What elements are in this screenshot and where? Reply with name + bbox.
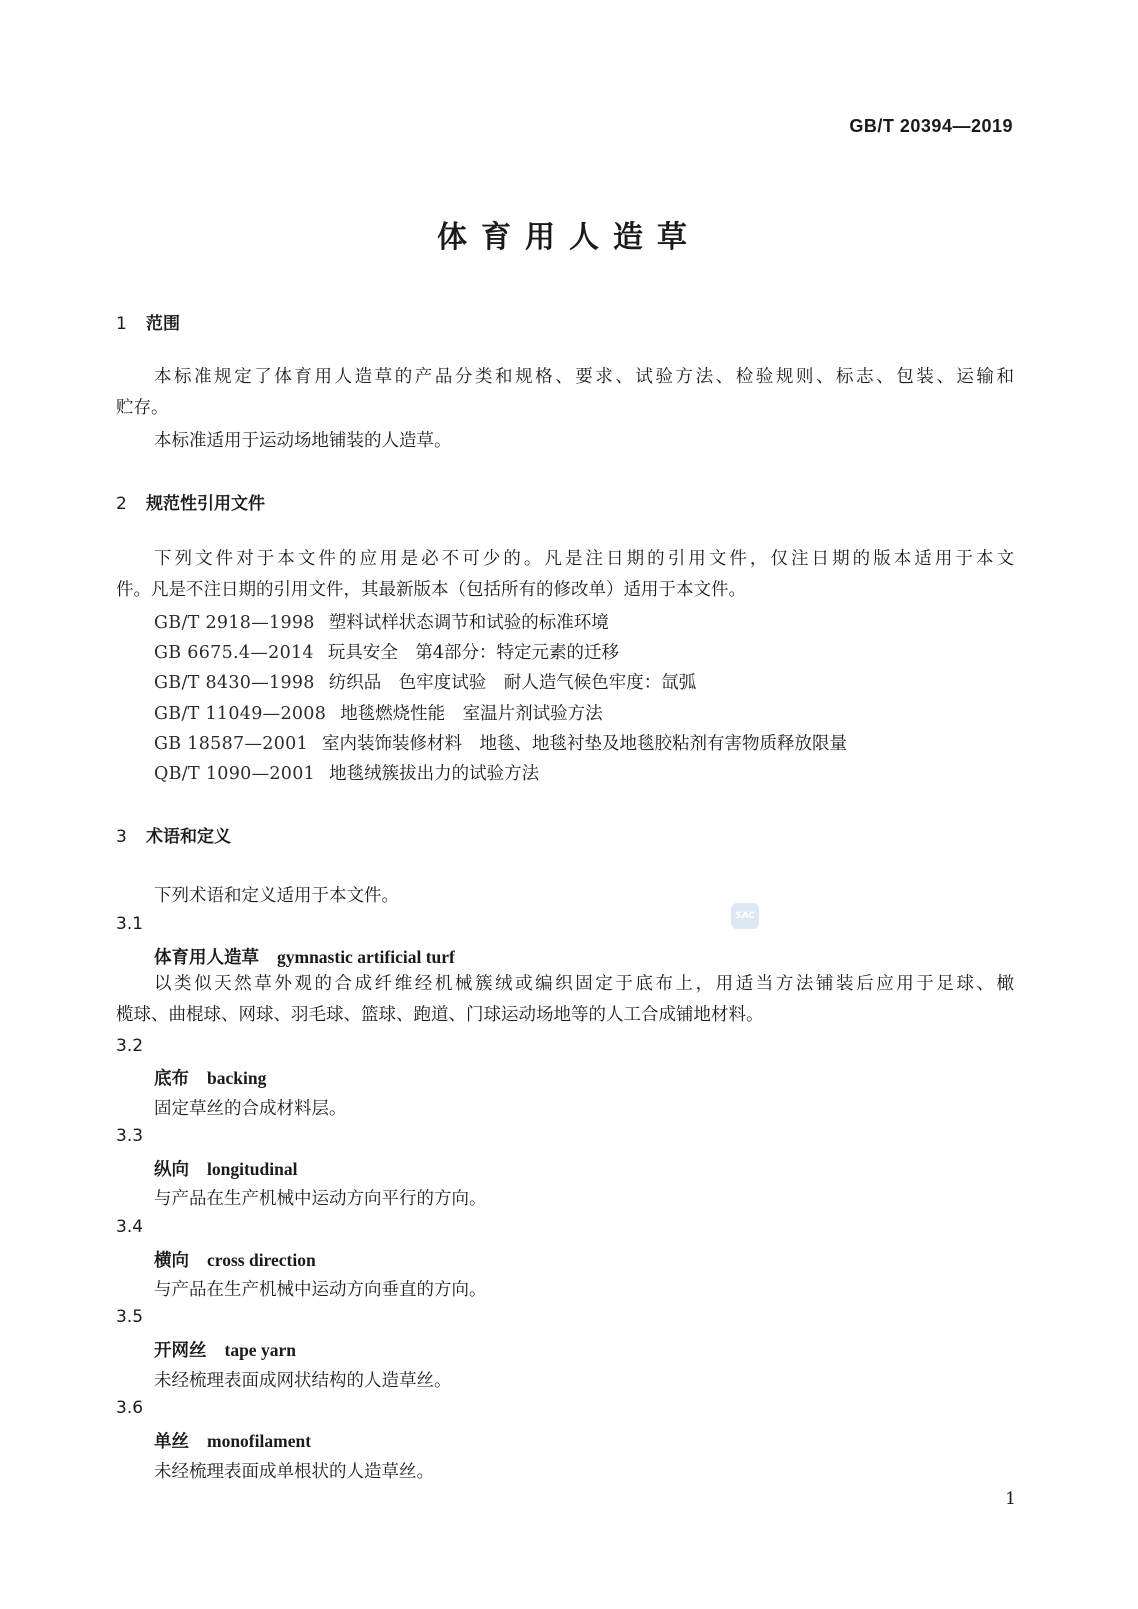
term-number: 3.6	[116, 1398, 144, 1418]
reference-item: GB/T 2918—1998 塑料试样状态调节和试验的标准环境	[154, 613, 609, 633]
term-heading: 体育用人造草 gymnastic artificial turf	[154, 947, 455, 968]
reference-item: GB 6675.4—2014 玩具安全 第4部分：特定元素的迁移	[154, 643, 620, 663]
section-title: 范围	[146, 314, 180, 334]
section-3-heading	[116, 822, 231, 847]
term-definition: 未经梳理表面成网状结构的人造草丝。	[154, 1371, 452, 1391]
sac-watermark-logo: SAC	[731, 903, 759, 929]
section-number: 1	[116, 314, 127, 334]
standard-code: GB/T 20394—2019	[849, 116, 1013, 136]
term-definition: 固定草丝的合成材料层。	[154, 1099, 347, 1119]
term-number: 3.1	[116, 914, 144, 934]
section-title: 规范性引用文件	[146, 494, 265, 514]
section-2-intro: 下列文件对于本文件的应用是必不可少的。凡是注日期的引用文件，仅注日期的版本适用于本文 件。凡是不注日期的引用文件，其最新版本（包括所有的修改单）适用于本文件。	[116, 549, 1014, 600]
term-heading: 纵向 longitudinal	[154, 1159, 298, 1180]
section-number: 2	[116, 494, 127, 514]
reference-item: GB/T 8430—1998 纺织品 色牢度试验 耐人造气候色牢度：氙弧	[154, 673, 697, 693]
term-heading: 开网丝 tape yarn	[154, 1340, 296, 1361]
page-number: 1	[1005, 1489, 1016, 1509]
section-2-heading	[116, 489, 265, 514]
term-number: 3.3	[116, 1126, 144, 1146]
term-number: 3.5	[116, 1307, 144, 1327]
term-definition: 以类似天然草外观的合成纤维经机械簇绒或编织固定于底布上，用适当方法铺装后应用于足球、橄 榄球、曲棍球、网球、羽毛球、篮球、跑道、门球运动场地等的人工合成铺地材料。	[116, 974, 1014, 1025]
section-1-paragraph-1: 本标准规定了体育用人造草的产品分类和规格、要求、试验方法、检验规则、标志、包装、运输和 贮存。	[116, 367, 1014, 418]
term-heading: 底布 backing	[154, 1068, 267, 1089]
section-number: 3	[116, 827, 127, 847]
section-title: 术语和定义	[146, 827, 231, 847]
reference-item: QB/T 1090—2001 地毯绒簇拔出力的试验方法	[154, 764, 540, 784]
term-number: 3.2	[116, 1036, 144, 1056]
term-number: 3.4	[116, 1217, 144, 1237]
section-1-heading	[116, 309, 180, 334]
reference-item: GB/T 11049—2008 地毯燃烧性能 室温片剂试验方法	[154, 704, 603, 724]
reference-item: GB 18587—2001 室内装饰装修材料 地毯、地毯衬垫及地毯胶粘剂有害物质释放限量	[154, 734, 848, 754]
section-3-intro: 下列术语和定义适用于本文件。	[154, 886, 399, 906]
term-definition: 与产品在生产机械中运动方向垂直的方向。	[154, 1280, 487, 1300]
document-title: 体育用人造草	[437, 220, 701, 255]
term-definition: 与产品在生产机械中运动方向平行的方向。	[154, 1189, 487, 1209]
term-definition: 未经梳理表面成单根状的人造草丝。	[154, 1462, 434, 1482]
section-1-paragraph-2: 本标准适用于运动场地铺装的人造草。	[154, 431, 452, 451]
term-heading: 单丝 monofilament	[154, 1431, 312, 1452]
term-heading: 横向 cross direction	[154, 1250, 316, 1271]
